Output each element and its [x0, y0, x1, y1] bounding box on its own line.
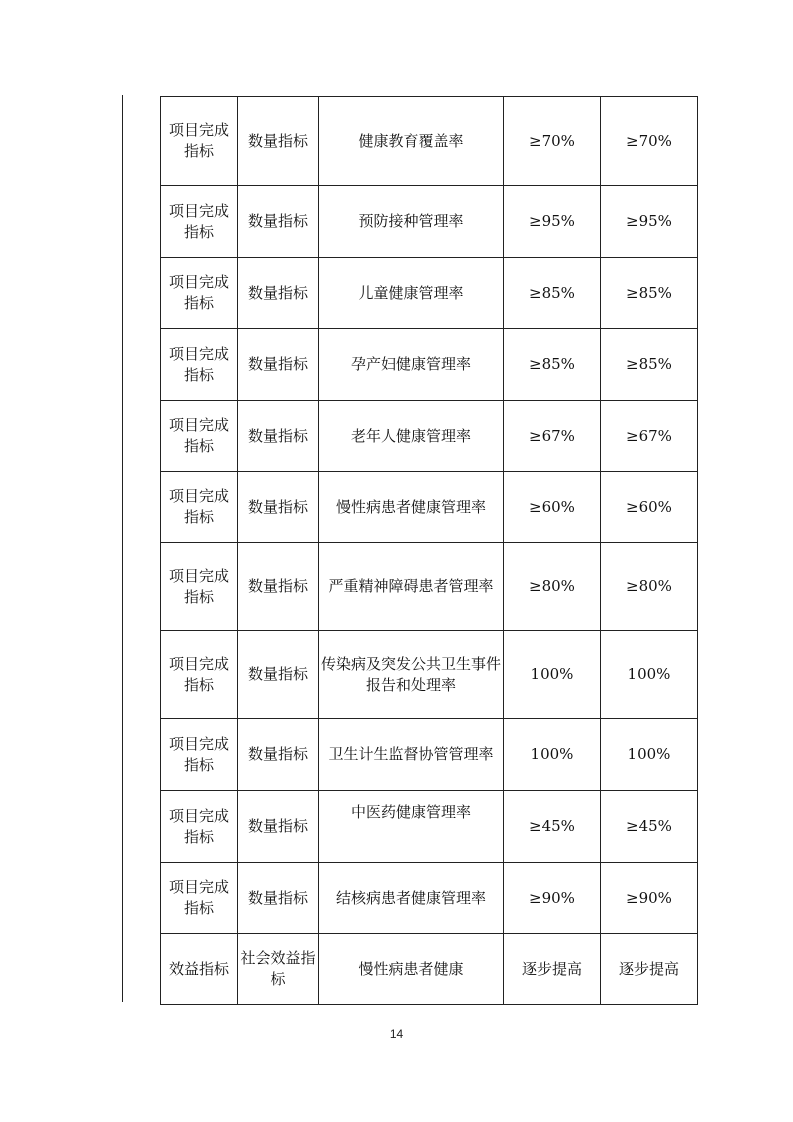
third-level-indicator-cell: 老年人健康管理率 [319, 401, 504, 472]
annual-target-cell: ≥80% [504, 543, 601, 631]
table-row [161, 863, 698, 934]
first-level-indicator-cell: 项目完成指标 [161, 631, 238, 719]
first-level-indicator-cell: 项目完成指标 [161, 401, 238, 472]
first-level-indicator-cell: 项目完成指标 [161, 186, 238, 258]
annual-target-cell: 100% [504, 631, 601, 719]
third-level-indicator-cell [319, 791, 504, 863]
second-level-indicator-cell: 数量指标 [238, 543, 319, 631]
first-level-indicator-cell: 效益指标 [161, 934, 238, 1005]
left-margin-rule [122, 95, 123, 1002]
table-row [161, 186, 698, 258]
annual-target-cell: ≥70% [504, 97, 601, 186]
annual-target-cell: ≥67% [504, 401, 601, 472]
second-level-indicator-cell: 数量指标 [238, 329, 319, 401]
annual-target-cell: 100% [504, 719, 601, 791]
actual-value-cell: ≥80% [601, 543, 698, 631]
annual-target-cell: ≥85% [504, 329, 601, 401]
table-row [161, 543, 698, 631]
actual-value-cell: ≥95% [601, 186, 698, 258]
second-level-indicator-cell: 数量指标 [238, 791, 319, 863]
first-level-indicator-cell: 项目完成指标 [161, 543, 238, 631]
second-level-indicator-cell: 社会效益指标 [238, 934, 319, 1005]
table-row [161, 401, 698, 472]
actual-value-cell: 100% [601, 631, 698, 719]
second-level-indicator-cell: 数量指标 [238, 631, 319, 719]
third-level-indicator-cell: 健康教育覆盖率 [319, 97, 504, 186]
actual-value-cell: ≥85% [601, 258, 698, 329]
first-level-indicator-cell: 项目完成指标 [161, 472, 238, 543]
table-row [161, 329, 698, 401]
actual-value-cell: 100% [601, 719, 698, 791]
second-level-indicator-cell: 数量指标 [238, 401, 319, 472]
third-level-indicator-cell: 结核病患者健康管理率 [319, 863, 504, 934]
second-level-indicator-cell: 数量指标 [238, 472, 319, 543]
actual-value-cell: ≥60% [601, 472, 698, 543]
second-level-indicator-cell: 数量指标 [238, 186, 319, 258]
first-level-indicator-cell: 项目完成指标 [161, 863, 238, 934]
annual-target-cell: 逐步提高 [504, 934, 601, 1005]
actual-value-cell: ≥70% [601, 97, 698, 186]
third-level-indicator-cell: 卫生计生监督协管管理率 [319, 719, 504, 791]
actual-value-cell: ≥67% [601, 401, 698, 472]
second-level-indicator-cell: 数量指标 [238, 863, 319, 934]
annual-target-cell: ≥95% [504, 186, 601, 258]
actual-value-cell: 逐步提高 [601, 934, 698, 1005]
second-level-indicator-cell: 数量指标 [238, 258, 319, 329]
third-level-indicator-cell: 慢性病患者健康 [319, 934, 504, 1005]
annual-target-cell: ≥60% [504, 472, 601, 543]
second-level-indicator-cell: 数量指标 [238, 719, 319, 791]
third-level-indicator-cell: 预防接种管理率 [319, 186, 504, 258]
first-level-indicator-cell: 项目完成指标 [161, 791, 238, 863]
table-row [161, 934, 698, 1005]
table-row [161, 97, 698, 186]
table-row [161, 631, 698, 719]
annual-target-cell: ≥45% [504, 791, 601, 863]
first-level-indicator-cell: 项目完成指标 [161, 719, 238, 791]
table-row [161, 472, 698, 543]
actual-value-cell: ≥45% [601, 791, 698, 863]
annual-target-cell: ≥90% [504, 863, 601, 934]
annual-target-cell: ≥85% [504, 258, 601, 329]
first-level-indicator-cell: 项目完成指标 [161, 329, 238, 401]
third-level-indicator-cell: 儿童健康管理率 [319, 258, 504, 329]
third-level-indicator-text: 中医药健康管理率 [350, 803, 471, 821]
actual-value-cell: ≥90% [601, 863, 698, 934]
third-level-indicator-cell: 传染病及突发公共卫生事件报告和处理率 [319, 631, 504, 719]
actual-value-cell: ≥85% [601, 329, 698, 401]
first-level-indicator-cell: 项目完成指标 [161, 258, 238, 329]
third-level-indicator-cell: 孕产妇健康管理率 [319, 329, 504, 401]
table-row [161, 719, 698, 791]
first-level-indicator-cell: 项目完成指标 [161, 97, 238, 186]
second-level-indicator-cell: 数量指标 [238, 97, 319, 186]
performance-indicator-table [160, 96, 698, 1005]
third-level-indicator-cell: 慢性病患者健康管理率 [319, 472, 504, 543]
page-number: 14 [389, 1027, 404, 1041]
table-row [161, 258, 698, 329]
third-level-indicator-cell: 严重精神障碍患者管理率 [319, 543, 504, 631]
table-row [161, 791, 698, 863]
